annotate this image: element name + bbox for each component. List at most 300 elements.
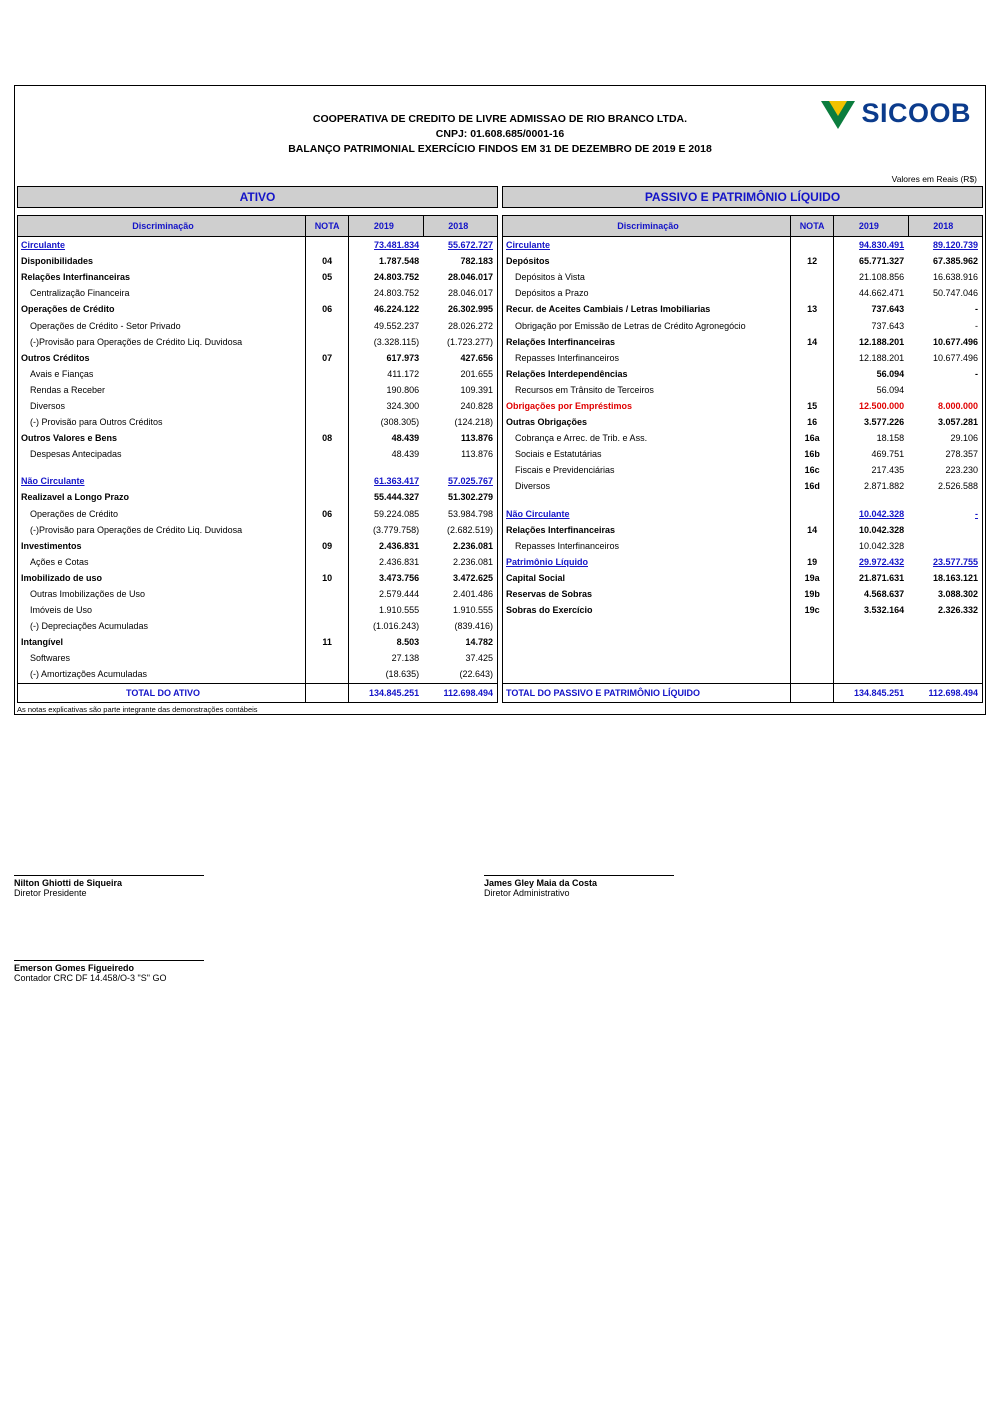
row-value-2018 (908, 495, 982, 506)
row-value-2018: 201.655 (423, 366, 497, 382)
row-nota: 16c (791, 462, 834, 478)
row-value-2019: 24.803.752 (374, 272, 420, 283)
row-nota (306, 554, 349, 570)
table-row (18, 602, 498, 618)
row-value-2018: 2.401.486 (423, 586, 497, 602)
signature-role: Diretor Presidente (14, 888, 87, 898)
row-value-2018: 3.088.302 (908, 586, 982, 602)
row-value-2018: 10.677.496 (908, 350, 982, 366)
table-row (503, 366, 983, 382)
table-row (18, 586, 498, 602)
row-nota: 16d (791, 478, 834, 494)
row-label: Intangível (18, 634, 306, 650)
row-value-2019: 469.751 (871, 449, 905, 460)
row-label: Sobras do Exercício (503, 602, 791, 618)
document-header (15, 86, 985, 174)
row-label: Fiscais e Previdenciárias (503, 462, 791, 478)
table-row (503, 398, 983, 414)
table-row (503, 506, 983, 522)
row-value-2019: 59.224.085 (374, 508, 420, 519)
row-nota (306, 414, 349, 430)
table-row (18, 462, 498, 473)
row-value-2019: (3.779.758) (373, 524, 420, 535)
row-value-2019: 73.481.834 (374, 240, 420, 251)
row-value-2019: 324.300 (386, 400, 420, 411)
row-nota (306, 489, 349, 505)
signature-block (14, 875, 986, 983)
row-label: Diversos (18, 398, 306, 414)
row-value-2018: - (908, 366, 982, 382)
row-nota (306, 650, 349, 666)
row-nota (791, 650, 834, 666)
row-nota (306, 334, 349, 350)
row-nota: 08 (306, 430, 349, 446)
table-row (18, 489, 498, 505)
table-row (503, 301, 983, 317)
row-value-2019: 2.436.831 (379, 556, 420, 567)
table-row (503, 602, 983, 618)
row-nota (306, 317, 349, 333)
row-value-2018: 26.302.995 (423, 301, 497, 317)
table-row (503, 462, 983, 478)
row-value-2018: (22.643) (423, 666, 497, 683)
row-value-2019: 48.439 (391, 433, 420, 444)
row-label (503, 650, 791, 666)
table-row (503, 334, 983, 350)
table-row (18, 350, 498, 366)
row-value-2019: 18.158 (876, 433, 905, 444)
row-value-2018: 2.236.081 (423, 554, 497, 570)
row-value-2019: 55.444.327 (374, 492, 420, 503)
row-label: Não Circulante (18, 473, 306, 489)
row-value-2019: 61.363.417 (374, 476, 420, 487)
col-nota: NOTA (306, 216, 349, 237)
signature-2 (484, 875, 954, 898)
table-row (503, 350, 983, 366)
row-value-2019: 56.094 (876, 384, 905, 395)
row-value-2018: (839.416) (423, 618, 497, 634)
passivo-header-row (503, 216, 983, 237)
row-value-2019 (834, 650, 908, 666)
table-row (503, 478, 983, 494)
table-row (503, 618, 983, 634)
row-label: (-) Amortizações Acumuladas (18, 666, 306, 683)
row-nota (791, 666, 834, 683)
signature-name: Emerson Gomes Figueiredo (14, 963, 135, 973)
table-row (503, 317, 983, 333)
row-label: Não Circulante (503, 506, 791, 522)
row-value-2019: 10.042.328 (859, 524, 905, 535)
row-value-2018: 51.302.279 (423, 489, 497, 505)
row-label: Operações de Crédito (18, 506, 306, 522)
table-row (503, 666, 983, 683)
row-value-2019: 2.436.831 (379, 540, 420, 551)
sicoob-wordmark: SICOOB (861, 98, 971, 128)
table-row (18, 666, 498, 683)
col-2018-passivo: 2018 (908, 216, 982, 237)
row-value-2018: 3.472.625 (423, 570, 497, 586)
row-nota: 15 (791, 398, 834, 414)
balance-sheet-frame (14, 85, 986, 715)
row-value-2018: 37.425 (423, 650, 497, 666)
row-nota: 11 (306, 634, 349, 650)
ativo-table (17, 215, 498, 703)
row-value-2019 (834, 634, 908, 650)
row-label: Softwares (18, 650, 306, 666)
row-value-2019: 190.806 (386, 384, 420, 395)
row-label: Operações de Crédito - Setor Privado (18, 317, 306, 333)
table-row (18, 414, 498, 430)
col-discriminacao-passivo: Discriminação (503, 216, 791, 237)
row-label: Recursos em Trânsito de Terceiros (503, 382, 791, 398)
row-label: Reservas de Sobras (503, 586, 791, 602)
col-2018: 2018 (423, 216, 497, 237)
signature-3 (14, 960, 484, 983)
row-label (503, 495, 791, 506)
row-value-2019: 27.138 (391, 653, 420, 664)
row-nota: 16 (791, 414, 834, 430)
row-value-2019: 21.108.856 (859, 272, 905, 283)
row-value-2018: 53.984.798 (423, 506, 497, 522)
row-value-2018 (908, 382, 982, 398)
row-value-2018: 427.656 (423, 350, 497, 366)
row-nota: 13 (791, 301, 834, 317)
row-value-2019 (349, 462, 423, 473)
col-nota-passivo: NOTA (791, 216, 834, 237)
row-label: Capital Social (503, 570, 791, 586)
row-value-2018: 223.230 (908, 462, 982, 478)
row-value-2018 (908, 522, 982, 538)
passivo-heading: PASSIVO E PATRIMÔNIO LÍQUIDO (502, 186, 983, 208)
row-nota: 16b (791, 446, 834, 462)
row-value-2018: 3.057.281 (908, 414, 982, 430)
row-label: Circulante (18, 237, 306, 254)
row-label: Despesas Antecipadas (18, 446, 306, 462)
signature-1 (14, 875, 484, 898)
row-value-2019: 12.188.201 (859, 352, 905, 363)
row-nota (791, 495, 834, 506)
row-label: Repasses Interfinanceiros (503, 538, 791, 554)
table-row (18, 473, 498, 489)
row-value-2019: 12.188.201 (859, 336, 905, 347)
row-nota: 19a (791, 570, 834, 586)
table-row (503, 414, 983, 430)
row-value-2018 (423, 462, 497, 473)
row-value-2019: 56.094 (876, 368, 905, 379)
company-name: COOPERATIVA DE CREDITO DE LIVRE ADMISSAO DE RIO BRANCO LTDA. (312, 113, 688, 125)
row-nota (791, 285, 834, 301)
table-row (503, 522, 983, 538)
row-value-2019: 24.803.752 (374, 288, 420, 299)
ativo-column (15, 186, 500, 703)
row-nota (306, 237, 349, 254)
col-2019: 2019 (349, 216, 423, 237)
table-row (503, 570, 983, 586)
row-value-2018: 240.828 (423, 398, 497, 414)
footnote: As notas explicativas são parte integrante das demonstrações contábeis (17, 704, 258, 714)
row-label: Centralização Financeira (18, 285, 306, 301)
row-value-2019: 21.871.631 (859, 572, 905, 583)
row-value-2018: 28.026.272 (423, 317, 497, 333)
row-label: Sociais e Estatutárias (503, 446, 791, 462)
row-nota: 19c (791, 602, 834, 618)
row-value-2019: (308.305) (380, 417, 420, 428)
row-nota (306, 618, 349, 634)
table-row (18, 446, 498, 462)
row-label: (-)Provisão para Operações de Crédito Liq. Duvidosa (18, 334, 306, 350)
row-value-2018: 8.000.000 (908, 398, 982, 414)
row-value-2018: - (908, 506, 982, 522)
row-label: Outros Créditos (18, 350, 306, 366)
sicoob-mark-icon (821, 99, 855, 129)
row-value-2018 (908, 666, 982, 683)
statement-columns (15, 186, 985, 703)
col-discriminacao: Discriminação (18, 216, 306, 237)
row-value-2019: (3.328.115) (373, 336, 420, 347)
table-row (18, 253, 498, 269)
row-label: Patrimônio Líquido (503, 554, 791, 570)
row-label: Obrigação por Emissão de Letras de Crédito Agronegócio (503, 317, 791, 333)
row-label: Diversos (503, 478, 791, 494)
row-nota (306, 522, 349, 538)
row-nota (306, 666, 349, 683)
table-row (18, 554, 498, 570)
table-row (503, 554, 983, 570)
row-value-2018 (908, 538, 982, 554)
passivo-total-2019: 134.845.251 (834, 683, 908, 702)
table-row (18, 618, 498, 634)
table-row (18, 285, 498, 301)
table-row (18, 650, 498, 666)
row-label: Relações Interfinanceiras (503, 334, 791, 350)
row-label: Relações Interfinanceiras (18, 269, 306, 285)
table-row (503, 538, 983, 554)
row-nota: 12 (791, 253, 834, 269)
row-label: Cobrança e Arrec. de Trib. e Ass. (503, 430, 791, 446)
passivo-total-label: TOTAL DO PASSIVO E PATRIMÔNIO LÍQUIDO (503, 683, 791, 702)
row-value-2018: 67.385.962 (908, 253, 982, 269)
row-value-2018: 2.236.081 (423, 538, 497, 554)
row-label: Realizavel a Longo Prazo (18, 489, 306, 505)
table-row (18, 506, 498, 522)
row-nota: 05 (306, 269, 349, 285)
signature-role: Contador CRC DF 14.458/O-3 "S" GO (14, 973, 167, 983)
row-nota (791, 382, 834, 398)
row-value-2019: 3.577.226 (864, 417, 905, 428)
row-value-2018: 782.183 (423, 253, 497, 269)
row-nota: 09 (306, 538, 349, 554)
row-label: Disponibilidades (18, 253, 306, 269)
row-value-2018: (2.682.519) (423, 522, 497, 538)
row-value-2018: (124.218) (423, 414, 497, 430)
row-value-2018: 18.163.121 (908, 570, 982, 586)
passivo-total-2018: 112.698.494 (908, 683, 982, 702)
table-row (503, 495, 983, 506)
row-value-2019: 217.435 (871, 465, 905, 476)
sicoob-logo (821, 98, 971, 129)
passivo-table (502, 215, 983, 703)
table-row (503, 430, 983, 446)
row-nota (791, 538, 834, 554)
row-value-2019: 617.973 (386, 352, 420, 363)
row-value-2018: 2.326.332 (908, 602, 982, 618)
row-value-2018: 50.747.046 (908, 285, 982, 301)
passivo-total-nota (791, 683, 834, 702)
table-row (503, 253, 983, 269)
passivo-column (500, 186, 985, 703)
row-value-2019: 737.643 (871, 304, 905, 315)
table-row (18, 398, 498, 414)
row-value-2018: 55.672.727 (423, 237, 497, 254)
row-value-2018: 16.638.916 (908, 269, 982, 285)
row-value-2019: 3.473.756 (379, 572, 420, 583)
row-value-2018: (1.723.277) (423, 334, 497, 350)
row-label (503, 618, 791, 634)
company-cnpj: CNPJ: 01.608.685/0001-16 (435, 128, 565, 140)
row-label: Outras Imobilizações de Uso (18, 586, 306, 602)
row-value-2019: 3.532.164 (864, 605, 905, 616)
row-value-2019: 1.787.548 (379, 256, 420, 267)
row-value-2019: 46.224.122 (374, 304, 420, 315)
row-value-2019: 12.500.000 (859, 400, 905, 411)
row-nota (791, 350, 834, 366)
row-nota: 06 (306, 506, 349, 522)
row-value-2018 (908, 634, 982, 650)
row-value-2018 (908, 650, 982, 666)
table-row (503, 269, 983, 285)
row-label: Relações Interfinanceiras (503, 522, 791, 538)
row-value-2019: 29.972.432 (859, 556, 905, 567)
row-nota: 16a (791, 430, 834, 446)
row-nota (306, 382, 349, 398)
row-label: Operações de Crédito (18, 301, 306, 317)
ativo-header-row (18, 216, 498, 237)
row-value-2019: 411.172 (387, 368, 420, 379)
row-label: Depósitos (503, 253, 791, 269)
row-nota: 14 (791, 334, 834, 350)
row-label: Ações e Cotas (18, 554, 306, 570)
row-nota: 04 (306, 253, 349, 269)
row-value-2018: 2.526.588 (908, 478, 982, 494)
row-value-2019: 737.643 (871, 320, 905, 331)
row-value-2018 (908, 618, 982, 634)
row-value-2018: 10.677.496 (908, 334, 982, 350)
ativo-total-2019: 134.845.251 (349, 683, 423, 702)
ativo-total-nota (306, 683, 349, 702)
row-nota (791, 237, 834, 254)
row-nota: 14 (791, 522, 834, 538)
table-row (503, 285, 983, 301)
row-value-2019: 49.552.237 (374, 320, 420, 331)
row-label: Investimentos (18, 538, 306, 554)
row-value-2018: 57.025.767 (423, 473, 497, 489)
row-label: Outros Valores e Bens (18, 430, 306, 446)
row-label (18, 462, 306, 473)
signature-row-1 (14, 875, 986, 898)
row-nota (791, 634, 834, 650)
table-row (18, 522, 498, 538)
row-value-2019 (834, 618, 908, 634)
row-value-2019: (18.635) (385, 669, 420, 680)
table-row (18, 301, 498, 317)
ativo-total-label: TOTAL DO ATIVO (18, 683, 306, 702)
row-nota: 19 (791, 554, 834, 570)
table-row (503, 446, 983, 462)
table-row (503, 634, 983, 650)
table-row (18, 634, 498, 650)
row-value-2018: 1.910.555 (423, 602, 497, 618)
signature-name: James Gley Maia da Costa (484, 878, 598, 888)
row-label: (-) Provisão para Outros Créditos (18, 414, 306, 430)
row-value-2018: 113.876 (423, 446, 497, 462)
row-label (503, 666, 791, 683)
row-nota: 10 (306, 570, 349, 586)
row-value-2019: 8.503 (396, 637, 420, 648)
row-label: Relações Interdependências (503, 366, 791, 382)
row-value-2019 (834, 495, 908, 506)
row-label: (-)Provisão para Operações de Crédito Liq. Duvidosa (18, 522, 306, 538)
signature-row-2 (14, 960, 986, 983)
table-row (503, 382, 983, 398)
table-row (18, 366, 498, 382)
row-value-2018: 89.120.739 (908, 237, 982, 254)
row-label: (-) Depreciações Acumuladas (18, 618, 306, 634)
signature-name: Nilton Ghiotti de Siqueira (14, 878, 122, 888)
table-row (18, 317, 498, 333)
table-row (18, 382, 498, 398)
currency-note: Valores em Reais (R$) (891, 174, 977, 184)
ativo-body (18, 237, 498, 684)
row-nota (791, 269, 834, 285)
row-nota (791, 506, 834, 522)
row-value-2019: 65.771.327 (859, 256, 905, 267)
row-value-2018: 109.391 (423, 382, 497, 398)
row-value-2018: 28.046.017 (423, 285, 497, 301)
row-nota (306, 366, 349, 382)
row-value-2019: 44.662.471 (859, 288, 905, 299)
table-row (503, 237, 983, 254)
row-value-2018: - (908, 301, 982, 317)
row-value-2019: (1.016.243) (373, 621, 420, 632)
table-row (503, 650, 983, 666)
row-value-2019: 10.042.328 (859, 540, 905, 551)
row-nota (791, 366, 834, 382)
row-label: Imóveis de Uso (18, 602, 306, 618)
passivo-total-row (503, 683, 983, 702)
passivo-body (503, 237, 983, 684)
row-label: Recur. de Aceites Cambiais / Letras Imobiliarias (503, 301, 791, 317)
row-label: Depósitos à Vista (503, 269, 791, 285)
row-value-2018: 29.106 (908, 430, 982, 446)
ativo-heading: ATIVO (17, 186, 498, 208)
table-row (18, 269, 498, 285)
signature-role: Diretor Administrativo (484, 888, 570, 898)
row-value-2019: 48.439 (391, 449, 420, 460)
row-value-2019: 4.568.637 (864, 589, 905, 600)
row-value-2019: 2.871.882 (864, 481, 905, 492)
row-value-2019: 1.910.555 (379, 605, 420, 616)
row-nota (791, 317, 834, 333)
row-value-2018: - (908, 317, 982, 333)
table-row (18, 334, 498, 350)
row-value-2018: 23.577.755 (908, 554, 982, 570)
table-row (18, 237, 498, 254)
row-label: Rendas a Receber (18, 382, 306, 398)
row-nota (306, 473, 349, 489)
row-value-2018: 14.782 (423, 634, 497, 650)
row-value-2019: 10.042.328 (859, 508, 905, 519)
row-nota (306, 285, 349, 301)
